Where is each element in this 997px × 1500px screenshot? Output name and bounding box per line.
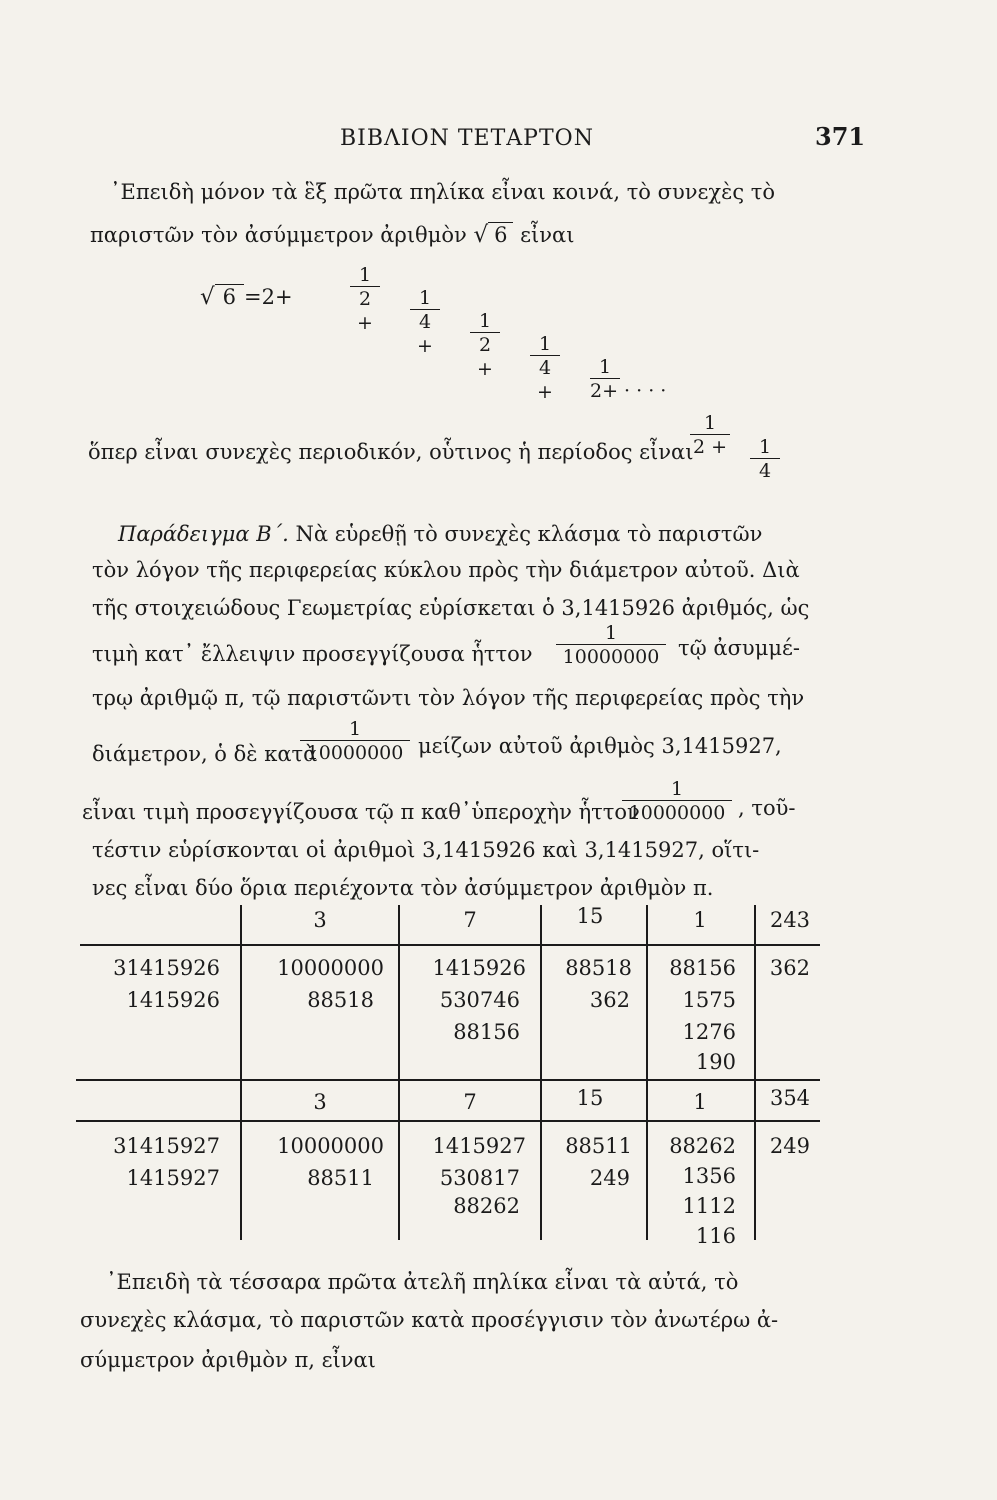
para1-line2: [90, 222, 574, 248]
table1-vrule-5: [754, 905, 756, 1085]
t1-quotient: 3: [313, 908, 327, 932]
example-line7b: , τοῦ-: [738, 796, 796, 820]
t1-cell: 362: [769, 956, 810, 980]
cf-plus-1: +: [357, 312, 373, 334]
t1-quotient: 7: [463, 908, 477, 932]
cf-plus-3: +: [477, 358, 493, 380]
cf-frac-3: [470, 310, 500, 381]
cf-num-4: 1: [530, 333, 560, 356]
period-num-2: 1: [750, 436, 780, 459]
t2-cell: 88262: [669, 1134, 736, 1158]
table2-top-rule: [76, 1079, 820, 1081]
sqrt-symbol: √: [200, 284, 215, 310]
example-line5: τρῳ ἀριθμῷ π, τῷ παριστῶντι τὸν λόγον τῆς περιφερείας πρὸς τὴν: [92, 686, 805, 710]
running-title: ΒΙΒΛΙΟΝ ΤΕΤΑΡΤΟΝ: [340, 126, 594, 151]
t2-quotient: 1: [693, 1090, 707, 1114]
cf-den-5: 2+ · · · ·: [590, 380, 667, 402]
frac2-den: 10000000: [306, 742, 404, 764]
radicand-6: 6: [488, 222, 513, 247]
period-frac-1: [690, 412, 730, 459]
t1-cell: 1276: [682, 1020, 736, 1044]
t2-cell: 88511: [565, 1134, 632, 1158]
example-line4b: τῷ ἀσυμμέ-: [678, 636, 800, 660]
example-label: Παράδειγμα Β΄.: [118, 522, 289, 546]
cf-frac-1: [350, 264, 380, 335]
cf-frac-2: [410, 287, 440, 358]
cf-den-4-val: 4: [538, 357, 552, 379]
t2-cell: 530817: [439, 1166, 520, 1190]
cf-plus-2: +: [417, 335, 433, 357]
para1-line1: ᾿Επειδὴ μόνον τὰ ἓξ πρῶτα πηλίκα εἶναι κοινά, τὸ συνεχὲς τὸ: [110, 180, 776, 204]
example-line9: νες εἶναι δύο ὅρια περιέχοντα τὸν ἀσύμμετρον ἀριθμὸν π.: [92, 876, 714, 900]
t1-cell: 1575: [682, 988, 736, 1012]
frac-one-ten-million-2: [300, 718, 410, 765]
t1-quotient: 1: [693, 908, 707, 932]
example-line6b: μείζων αὐτοῦ ἀριθμὸς 3,1415927,: [418, 734, 782, 758]
cf-den-3: [470, 333, 500, 381]
t2-cell: 1415927: [126, 1166, 220, 1190]
cf-den-2-val: 4: [418, 311, 432, 333]
cf-plus-4: +: [537, 381, 553, 403]
t2-cell: 88262: [453, 1194, 520, 1218]
t2-cell: 1112: [682, 1194, 736, 1218]
frac2-num: 1: [300, 718, 410, 741]
frac-one-ten-million: [556, 622, 666, 669]
t2-cell: 10000000: [277, 1134, 384, 1158]
para3-line1: ᾿Επειδὴ τὰ τέσσαρα πρῶτα ἀτελῆ πηλίκα εἶναι τὰ αὐτά, τὸ: [106, 1270, 739, 1294]
table2-hrule: [76, 1120, 820, 1122]
example-line2: τὸν λόγον τῆς περιφερείας κύκλου πρὸς τὴν διάμετρον αὐτοῦ. Διὰ: [92, 558, 800, 582]
period-frac-2: [750, 436, 780, 483]
example-line4a: τιμὴ κατ᾿ ἔλλειψιν προσεγγίζουσα ἧττον: [92, 642, 533, 666]
example-line8: τέστιν εὑρίσκονται οἱ ἀριθμοὶ 3,1415926 καὶ 3,1415927, οἵτι-: [92, 838, 760, 862]
cf-frac-4: [530, 333, 560, 404]
t2-cell: 249: [589, 1166, 630, 1190]
t1-cell: 1415926: [432, 956, 526, 980]
table1-hrule: [80, 944, 820, 946]
cf-num-3: 1: [470, 310, 500, 333]
t1-quotient: 243: [769, 908, 811, 932]
t2-cell: 31415927: [113, 1134, 220, 1158]
cf-num-1: 1: [350, 264, 380, 287]
cf-frac-5: [590, 356, 667, 403]
period-den-1: 2 +: [692, 436, 728, 458]
t1-cell: 530746: [439, 988, 520, 1012]
frac-num: 1: [556, 622, 666, 645]
para2-text: ὅπερ εἶναι συνεχὲς περιοδικόν, οὗτινος ἡ περίοδος εἶναι: [88, 440, 694, 464]
cf-den-2: [410, 310, 440, 358]
frac-one-ten-million-3: [622, 778, 732, 825]
t1-cell: 88156: [669, 956, 736, 980]
cf-den-1: [350, 287, 380, 335]
t1-cell: 190: [695, 1050, 736, 1074]
period-den-2: 4: [758, 460, 772, 482]
page-number: 371: [815, 122, 866, 151]
t2-quotient: 15: [576, 1086, 604, 1110]
cf-lhs-radicand: 6: [215, 284, 244, 309]
para3-line2: συνεχὲς κλάσμα, τὸ παριστῶν κατὰ προσέγγισιν τὸν ἀνωτέρω ἀ-: [80, 1308, 779, 1332]
t1-cell: 31415926: [113, 956, 220, 980]
table2-vrule-1: [240, 1080, 242, 1240]
cf-den-4: [530, 356, 560, 404]
cf-num-2: 1: [410, 287, 440, 310]
cf-den-1-val: 2: [358, 288, 372, 310]
t1-cell: 362: [589, 988, 630, 1012]
t1-quotient: 15: [576, 904, 604, 928]
t1-cell: 88518: [565, 956, 632, 980]
example-line6a: διάμετρον, ὁ δὲ κατὰ: [92, 742, 318, 766]
t2-cell: 1415927: [432, 1134, 526, 1158]
t2-quotient: 7: [463, 1090, 477, 1114]
cf-eq: =2+: [244, 285, 293, 309]
cf-den-3-val: 2: [478, 334, 492, 356]
t2-quotient: 354: [769, 1086, 811, 1110]
para1-line2-end: εἶναι: [520, 223, 575, 247]
t1-cell: 88156: [453, 1020, 520, 1044]
para1-line2-text: παριστῶν τὸν ἀσύμμετρον ἀριθμὸν: [90, 223, 467, 247]
t2-cell: 249: [769, 1134, 810, 1158]
t1-cell: 1415926: [126, 988, 220, 1012]
para3-line3: σύμμετρον ἀριθμὸν π, εἶναι: [80, 1348, 376, 1372]
example-line7a: εἶναι τιμὴ προσεγγίζουσα τῷ π καθ᾿ὑπεροχὴν ἧττον: [82, 800, 640, 824]
frac-den: 10000000: [562, 646, 660, 668]
cf-num-5: 1: [590, 356, 620, 379]
example-line1: [118, 522, 762, 546]
t2-cell: 88511: [307, 1166, 374, 1190]
t1-cell: 10000000: [277, 956, 384, 980]
t2-cell: 1356: [682, 1164, 736, 1188]
t2-cell: 116: [695, 1224, 736, 1248]
frac3-num: 1: [622, 778, 732, 801]
period-num-1: 1: [690, 412, 730, 435]
example-line3: τῆς στοιχειώδους Γεωμετρίας εὑρίσκεται ὁ 3,1415926 ἀριθμός, ὡς: [92, 596, 810, 620]
frac3-den: 10000000: [628, 802, 726, 824]
t2-quotient: 3: [313, 1090, 327, 1114]
example-line1-text: Νὰ εὑρεθῇ τὸ συνεχὲς κλάσμα τὸ παριστῶν: [295, 522, 763, 546]
t1-cell: 88518: [307, 988, 374, 1012]
sqrt-symbol: √: [473, 222, 489, 248]
cf-lhs: [200, 284, 293, 310]
